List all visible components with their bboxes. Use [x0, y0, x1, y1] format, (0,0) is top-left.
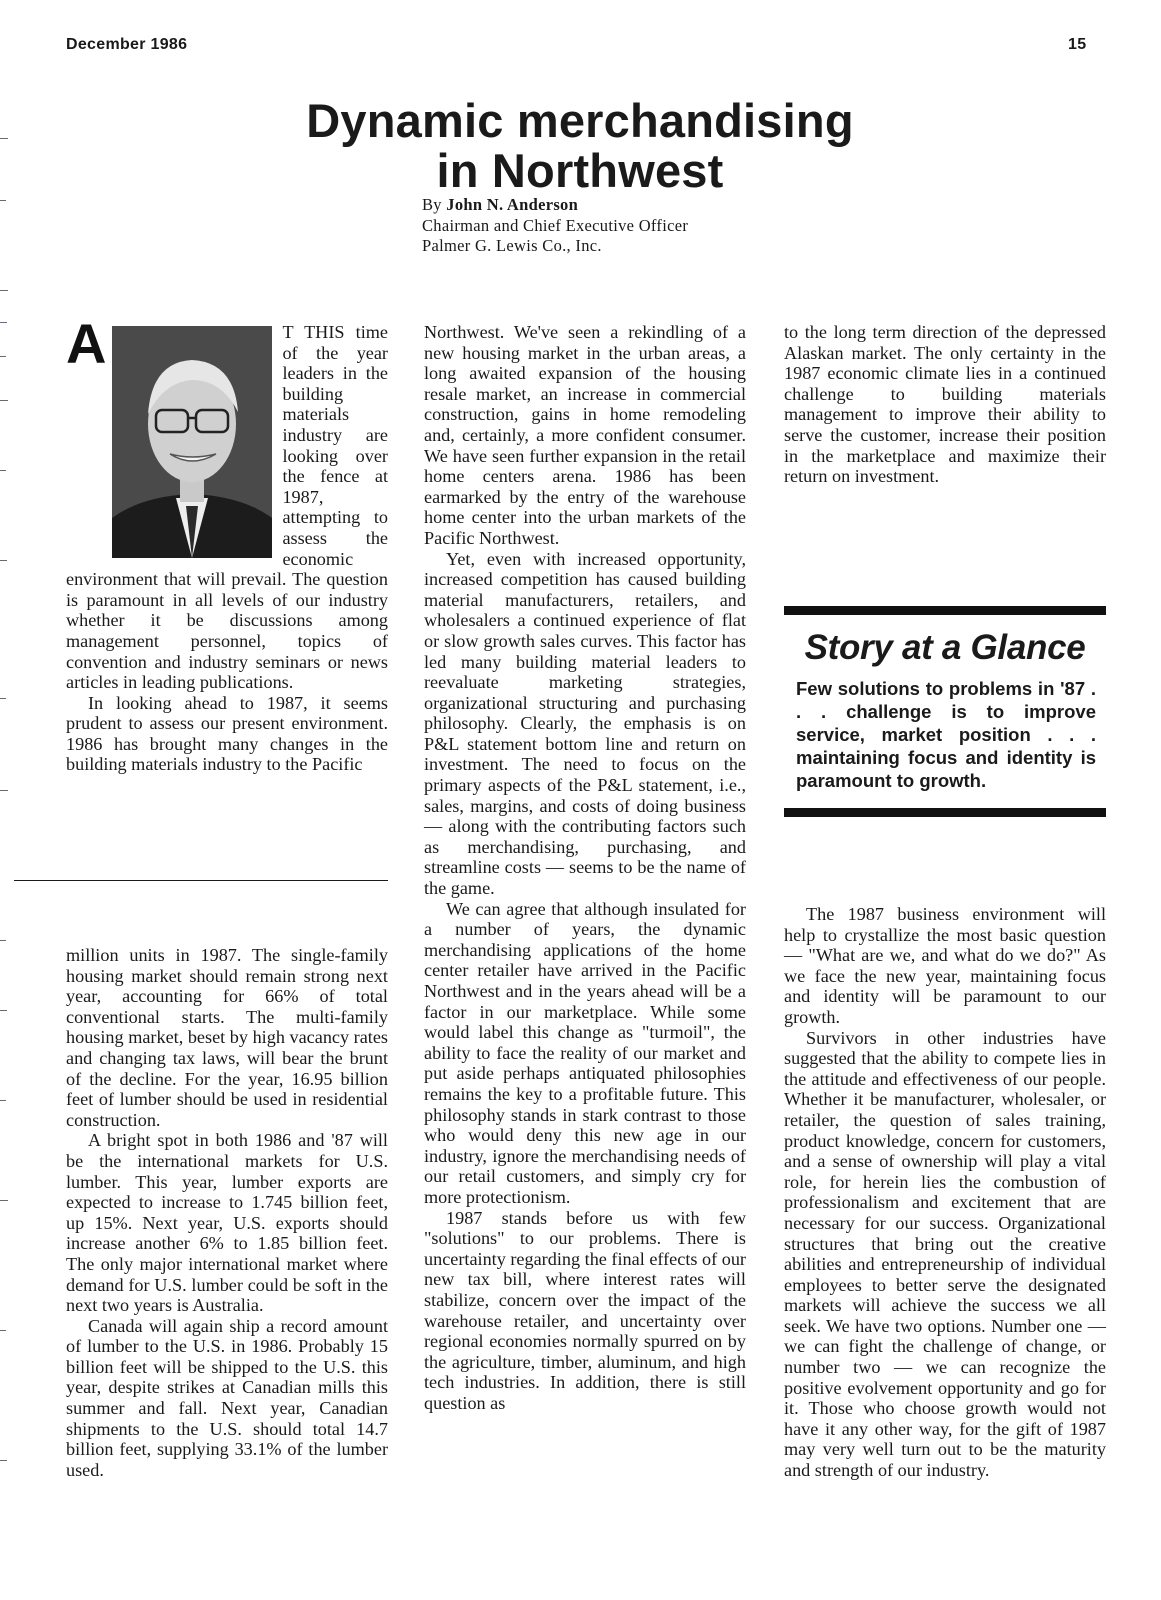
page-edge-marks — [0, 0, 10, 1600]
paragraph: Canada will again ship a record amount of lumber to the U.S. in 1986. Probably 15 billion feet will be shipped to the U.S. this year, despite strikes at Canadian mills this summer and fall. Next year, Canadian shipments to the U.S. should total 14.7 billion feet, supplying 33.1% of the lumber used. — [66, 1315, 388, 1480]
title-line-2: in Northwest — [436, 144, 724, 197]
issue-date: December 1986 — [66, 36, 188, 53]
author-portrait — [112, 326, 272, 558]
paragraph: A bright spot in both 1986 and '87 will be the international markets for U.S. lumber. This year, lumber exports are expected to increase to 1.745 billion feet, up 15%. Next year, U.S. exports should increase another 6% to 1.85 billion feet. The only major international market where demand for U.S. lumber could be soft in the next two years is Australia. — [66, 1130, 388, 1316]
paragraph: Northwest. We've seen a rekindling of a new housing market in the urban areas, a long awaited expansion of the housing resale market, an increase in commercial construction, gains in home remodeling and, certainly, a more confident consumer. We have seen further expansion in the retail home centers arena. 1986 has been earmarked by the entry of the warehouse home center into the urban markets of the Pacific Northwest. — [424, 322, 746, 548]
title-line-1: Dynamic merchandising — [306, 94, 854, 147]
column-3-bottom — [784, 904, 1106, 1481]
article-title — [220, 96, 940, 196]
sidebar-top-bar — [784, 606, 1106, 615]
column-1-bottom — [66, 945, 388, 1480]
paragraph: We can agree that although insulated for a number of years, the dynamic merchandising applications of the home center retailer have arrived in the Pacific Northwest and in the years ahead will be a factor in our marketplace. While some would label this change as "turmoil", the ability to face the reality of our market and put aside perhaps antiquated philosophies remains the key to a profitable future. This philosophy stands in stark contrast to those who would deny this new age in our industry, ignore the merchandising needs of our retail customers, and simply cry for more protectionism. — [424, 898, 746, 1207]
story-at-a-glance-box — [784, 606, 1106, 817]
paragraph: Survivors in other industries have suggested that the ability to compete lies in the attitude and effectiveness of our people. Whether it be manufacturer, wholesaler, or retailer, the question of sales training, product knowledge, concern for customers, and a sense of ownership will play a vital role, for herein lies the combustion of professionalism and excitement that are necessary for our success. Organizational structures that bring out the creative abilities and entrepreneurship of individual employees to better serve the designated markets will achieve the success we all seek. We have two options. Number one — we can fight the challenge of change, or number two — we can recognize the positive evolvement opportunity and go for it. Those who choose growth would not have it any other way, for the gift of 1987 may very well turn out to be the maturity and strength of our industry. — [784, 1027, 1106, 1481]
intro-paragraph: T THIS time of the year leaders in the building materials industry are looking over the fence at 1987, attempting to assess the economic environment that will prevail. The question is paramount in all levels of our industry whether it be discussions among management personnel, topics of convention and industry seminars or news articles in leading publications. — [66, 322, 388, 693]
author-name: John N. Anderson — [446, 195, 579, 214]
byline — [422, 195, 688, 257]
byline-prefix: By — [422, 195, 447, 214]
paragraph: million units in 1987. The single-family housing market should remain strong next year, accounting for 66% of total conventional starts. The multi-family housing market, beset by high vacancy rates and changing tax laws, will bear the brunt of the decline. For the year, 16.95 billion feet of lumber should be used in residential construction. — [66, 945, 388, 1130]
column-divider-rule — [14, 880, 388, 881]
paragraph: 1987 stands before us with few "solutions" to our problems. There is uncertainty regarding the final effects of our new tax bill, where interest rates will stabilize, concern over the impact of the warehouse retailer, and uncertainty over regional economies normally spurred on by the agriculture, timber, aluminum, and high tech industries. In addition, there is still question as — [424, 1207, 746, 1413]
author-title: Chairman and Chief Executive Officer — [422, 215, 689, 235]
column-2 — [424, 322, 746, 1413]
column-3-top — [784, 322, 1106, 487]
page-number: 15 — [1068, 36, 1087, 53]
paragraph: to the long term direction of the depressed Alaskan market. The only certainty in the 1987 economic climate lies in a continued challenge to building materials management to improve their ability to serve the customer, increase their position in the marketplace and maximize their return on investment. — [784, 322, 1106, 487]
paragraph: Yet, even with increased opportunity, increased competition has caused building material manufacturers, retailers, and wholesalers a continued experience of flat or slow growth sales curves. This factor has led many building material leaders to reevaluate marketing strategies, organizational structuring and purchasing philosophy. Clearly, the emphasis is on P&L statement bottom line and return on investment. The need to focus on the primary aspects of the P&L statement, i.e., sales, margins, and costs of doing business — along with the contributing factors such as merchandising, purchasing, and streamline costs — seems to be the name of the game. — [424, 548, 746, 899]
sidebar-bottom-bar — [784, 808, 1106, 817]
paragraph: The 1987 business environment will help to crystallize the most basic question — "What are we, and what do we do?" As we face the new year, maintaining focus and identity will be paramount to our growth. — [784, 904, 1106, 1027]
column-1-top — [66, 312, 388, 775]
paragraph: In looking ahead to 1987, it seems prudent to assess our present environment. 1986 has brought many changes in the building materials industry to the Pacific — [66, 692, 388, 775]
drop-cap: A — [66, 312, 107, 375]
sidebar-title: Story at a Glance — [804, 628, 1086, 667]
author-company: Palmer G. Lewis Co., Inc. — [422, 236, 602, 255]
sidebar-summary: Few solutions to problems in '87 . . . challenge is to improve service, market position . . . maintaining focus and identity is paramount to growth. — [796, 678, 1096, 791]
